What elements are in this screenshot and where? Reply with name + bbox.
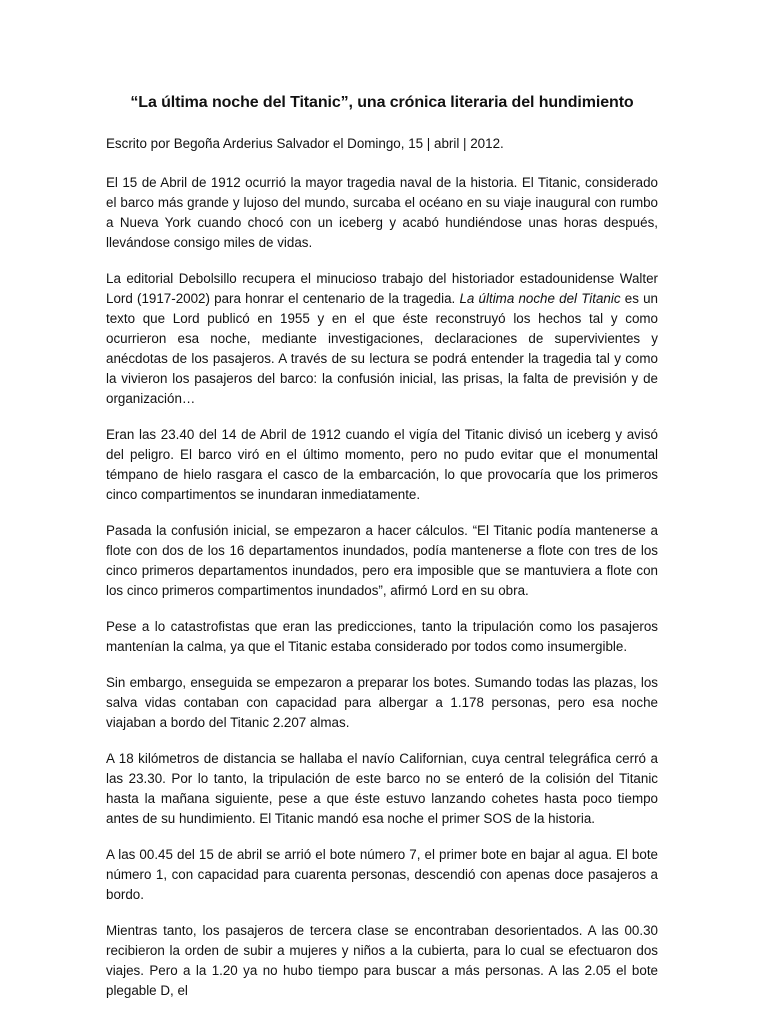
paragraph-3: Eran las 23.40 del 14 de Abril de 1912 cuando el vigía del Titanic divisó un iceberg y avisó del peligro. El barco viró en el último momento, pero no pudo evitar que el monumental témpano de hielo rasgara el casco de la embarcación, lo que provocaría que los primeros cinco compartimentos se inundaran inmediatamente.	[106, 427, 658, 502]
book-title-italic: La última noche del Titanic	[459, 291, 621, 306]
paragraph-6: Sin embargo, enseguida se empezaron a preparar los botes. Sumando todas las plazas, los salva vidas contaban con capacidad para albergar a 1.178 personas, pero esa noche viajaban a bordo del Titanic 2.207 almas.	[106, 675, 658, 730]
paragraph-8: A las 00.45 del 15 de abril se arrió el bote número 7, el primer bote en bajar al agua. El bote número 1, con capacidad para cuarenta personas, descendió con apenas doce pasajeros a bordo.	[106, 847, 658, 902]
article-title: “La última noche del Titanic”, una crónica literaria del hundimiento	[130, 94, 634, 111]
paragraph-4: Pasada la confusión inicial, se empezaron a hacer cálculos. “El Titanic podía mantenerse a flote con dos de los 16 departamentos inundados, podía mantenerse a flote con tres de los cinco primeros departamentos inundados, pero era imposible que se mantuviera a flote con los cinco primeros compartimentos inundados”, afirmó Lord en su obra.	[106, 523, 658, 598]
paragraph-2-text-before: La editorial Debolsillo recupera el minucioso trabajo del historiador estadounidense Walter Lord (1917-2002) para honrar el centenario de la tragedia.	[106, 271, 658, 306]
document-page	[106, 92, 658, 1017]
paragraph-7: A 18 kilómetros de distancia se hallaba el navío Californian, cuya central telegráfica cerró a las 23.30. Por lo tanto, la tripulación de este barco no se enteró de la colisión del Titanic hasta la mañana siguiente, pese a que éste estuvo lanzando cohetes hasta poco tiempo antes de su hundimiento. El Titanic mandó esa noche el primer SOS de la historia.	[106, 751, 658, 826]
paragraph-5: Pese a lo catastrofistas que eran las predicciones, tanto la tripulación como los pasajeros mantenían la calma, ya que el Titanic estaba considerado por todos como insumergible.	[106, 619, 658, 654]
paragraph-2-text-after: es un texto que Lord publicó en 1955 y en el que éste reconstruyó los hechos tal y como ocurrieron esa noche, mediante investigaciones, declaraciones de supervivientes y anécdotas de los pasajeros. A través de su lectura se podrá entender la tragedia tal y como la vivieron los pasajeros del barco: la confusión inicial, las prisas, la falta de previsión y de organización…	[106, 291, 658, 406]
paragraph-2	[106, 269, 658, 409]
paragraph-1: El 15 de Abril de 1912 ocurrió la mayor tragedia naval de la historia. El Titanic, considerado el barco más grande y lujoso del mundo, surcaba el océano en su viaje inaugural con rumbo a Nueva York cuando chocó con un iceberg y acabó hundiéndose unas horas después, llevándose consigo miles de vidas.	[106, 175, 658, 250]
article-byline: Escrito por Begoña Arderius Salvador el Domingo, 15 | abril | 2012.	[106, 136, 504, 151]
paragraph-9: Mientras tanto, los pasajeros de tercera clase se encontraban desorientados. A las 00.30 recibieron la orden de subir a mujeres y niños a la cubierta, para lo cual se efectuaron dos viajes. Pero a la 1.20 ya no hubo tiempo para buscar a más personas. A las 2.05 el bote plegable D, el	[106, 923, 658, 998]
